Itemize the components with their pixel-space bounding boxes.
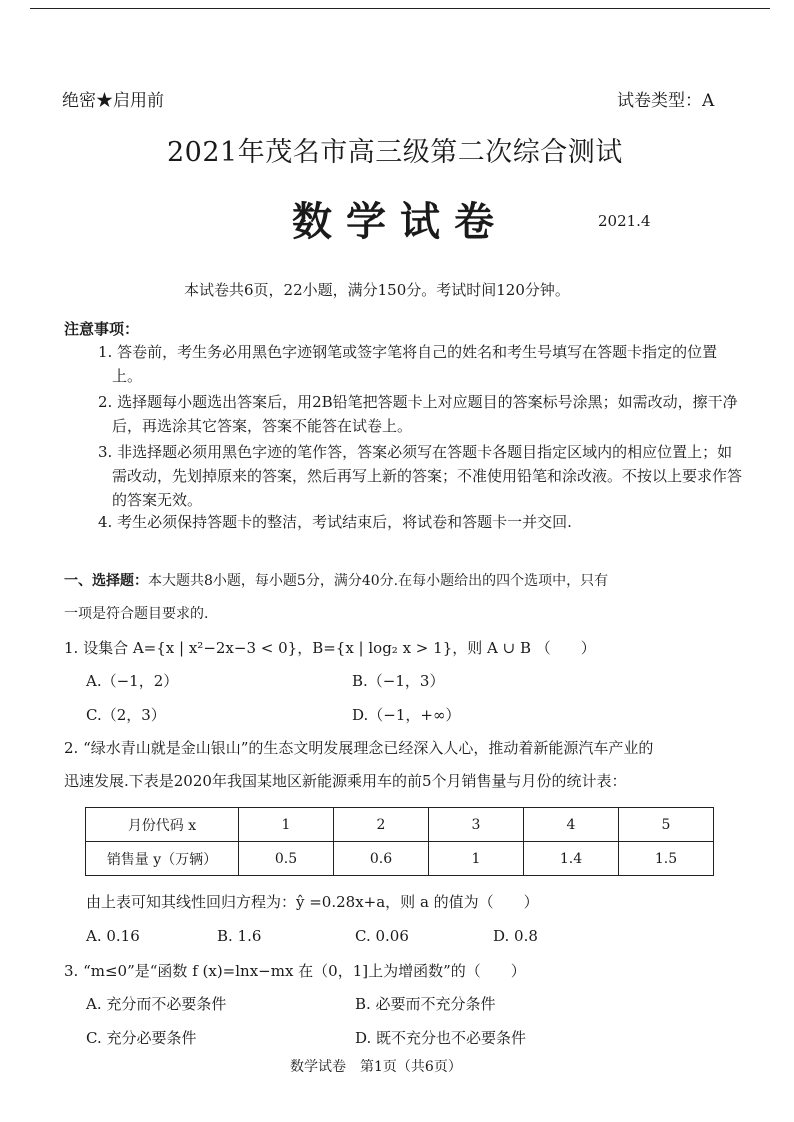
question-1-option-d: D.（−1，+∞） bbox=[352, 706, 461, 724]
question-2-option-b: B. 1.6 bbox=[217, 927, 262, 945]
table-cell: 1 bbox=[239, 808, 334, 842]
notes-title: 注意事项： bbox=[64, 320, 140, 338]
section-heading: 一、选择题： bbox=[64, 573, 148, 589]
intro-text: 本试卷共6页，22小题，满分150分。考试时间120分钟。 bbox=[184, 281, 570, 299]
table-cell: 1.5 bbox=[619, 842, 714, 876]
exam-date: 2021.4 bbox=[598, 212, 651, 230]
question-3-option-b: B. 必要而不充分条件 bbox=[355, 995, 496, 1013]
section-heading-line1 bbox=[64, 570, 608, 590]
question-3-stem: 3. “m≤0”是“函数 f (x)=lnx−mx 在（0，1]上为增函数”的（ ） bbox=[64, 962, 526, 980]
confidential-label: 绝密★启用前 bbox=[62, 91, 164, 111]
table-header-cell: 销售量 y（万辆） bbox=[86, 842, 239, 876]
question-3-option-c: C. 充分必要条件 bbox=[86, 1029, 197, 1047]
table-cell: 3 bbox=[429, 808, 524, 842]
note-item: 4. 考生必须保持答题卡的整洁，考试结束后，将试卷和答题卡一并交回. bbox=[98, 513, 572, 531]
question-3-option-a: A. 充分而不必要条件 bbox=[86, 995, 227, 1013]
sales-table bbox=[85, 807, 714, 876]
table-row bbox=[86, 842, 714, 876]
table-cell: 4 bbox=[524, 808, 619, 842]
table-row bbox=[86, 808, 714, 842]
table-cell: 1.4 bbox=[524, 842, 619, 876]
question-2-follow: 由上表可知其线性回归方程为：ŷ =0.28x+a，则 a 的值为（ ） bbox=[86, 893, 539, 911]
note-item: 2. 选择题每小题选出答案后，用2B铅笔把答题卡上对应题目的答案标号涂黑；如需改动，擦干净后，再选涂其它答案，答案不能答在试卷上。 bbox=[98, 393, 738, 435]
note-item: 1. 答卷前，考生务必用黑色字迹钢笔或签字笔将自己的姓名和考生号填写在答题卡指定的位置上。 bbox=[98, 343, 718, 385]
paper-type: 试卷类型：A bbox=[617, 91, 715, 111]
question-2-option-d: D. 0.8 bbox=[493, 927, 538, 945]
note-item: 3. 非选择题必须用黑色字迹的笔作答，答案必须写在答题卡各题目指定区域内的相应位置上；如需改动，先划掉原来的答案，然后再写上新的答案；不准使用铅笔和涂改液。不按以上要求作答的答案无效。 bbox=[98, 443, 743, 509]
question-1-option-a: A.（−1，2） bbox=[86, 672, 179, 690]
table-cell: 0.6 bbox=[334, 842, 429, 876]
section-desc: 本大题共8小题，每小题5分，满分40分.在每小题给出的四个选项中，只有 bbox=[148, 573, 609, 589]
table-cell: 5 bbox=[619, 808, 714, 842]
table-header-cell: 月份代码 x bbox=[86, 808, 239, 842]
question-3-option-d: D. 既不充分也不必要条件 bbox=[355, 1029, 527, 1047]
table-cell: 2 bbox=[334, 808, 429, 842]
question-2-option-a: A. 0.16 bbox=[86, 927, 140, 945]
page-footer: 数学试卷 第1页（共6页） bbox=[290, 1059, 462, 1075]
question-2-stem-line1: 2. “绿水青山就是金山银山”的生态文明发展理念已经深入人心，推动着新能源汽车产业的 bbox=[64, 739, 654, 757]
table-cell: 1 bbox=[429, 842, 524, 876]
subject-title: 数学试卷 bbox=[292, 198, 508, 245]
section-desc-line2: 一项是符合题目要求的. bbox=[64, 606, 209, 622]
question-1-stem: 1. 设集合 A={x | x²−2x−3 < 0}，B={x | log₂ x > 1}，则 A ∪ B （ ） bbox=[64, 639, 596, 657]
exam-title: 2021年茂名市高三级第二次综合测试 bbox=[167, 137, 623, 168]
top-border bbox=[30, 8, 770, 9]
question-1-option-c: C.（2，3） bbox=[86, 706, 166, 724]
question-2-stem-line2: 迅速发展.下表是2020年我国某地区新能源乘用车的前5个月销售量与月份的统计表： bbox=[64, 772, 627, 790]
table-cell: 0.5 bbox=[239, 842, 334, 876]
question-2-option-c: C. 0.06 bbox=[355, 927, 409, 945]
question-1-option-b: B.（−1，3） bbox=[352, 672, 445, 690]
